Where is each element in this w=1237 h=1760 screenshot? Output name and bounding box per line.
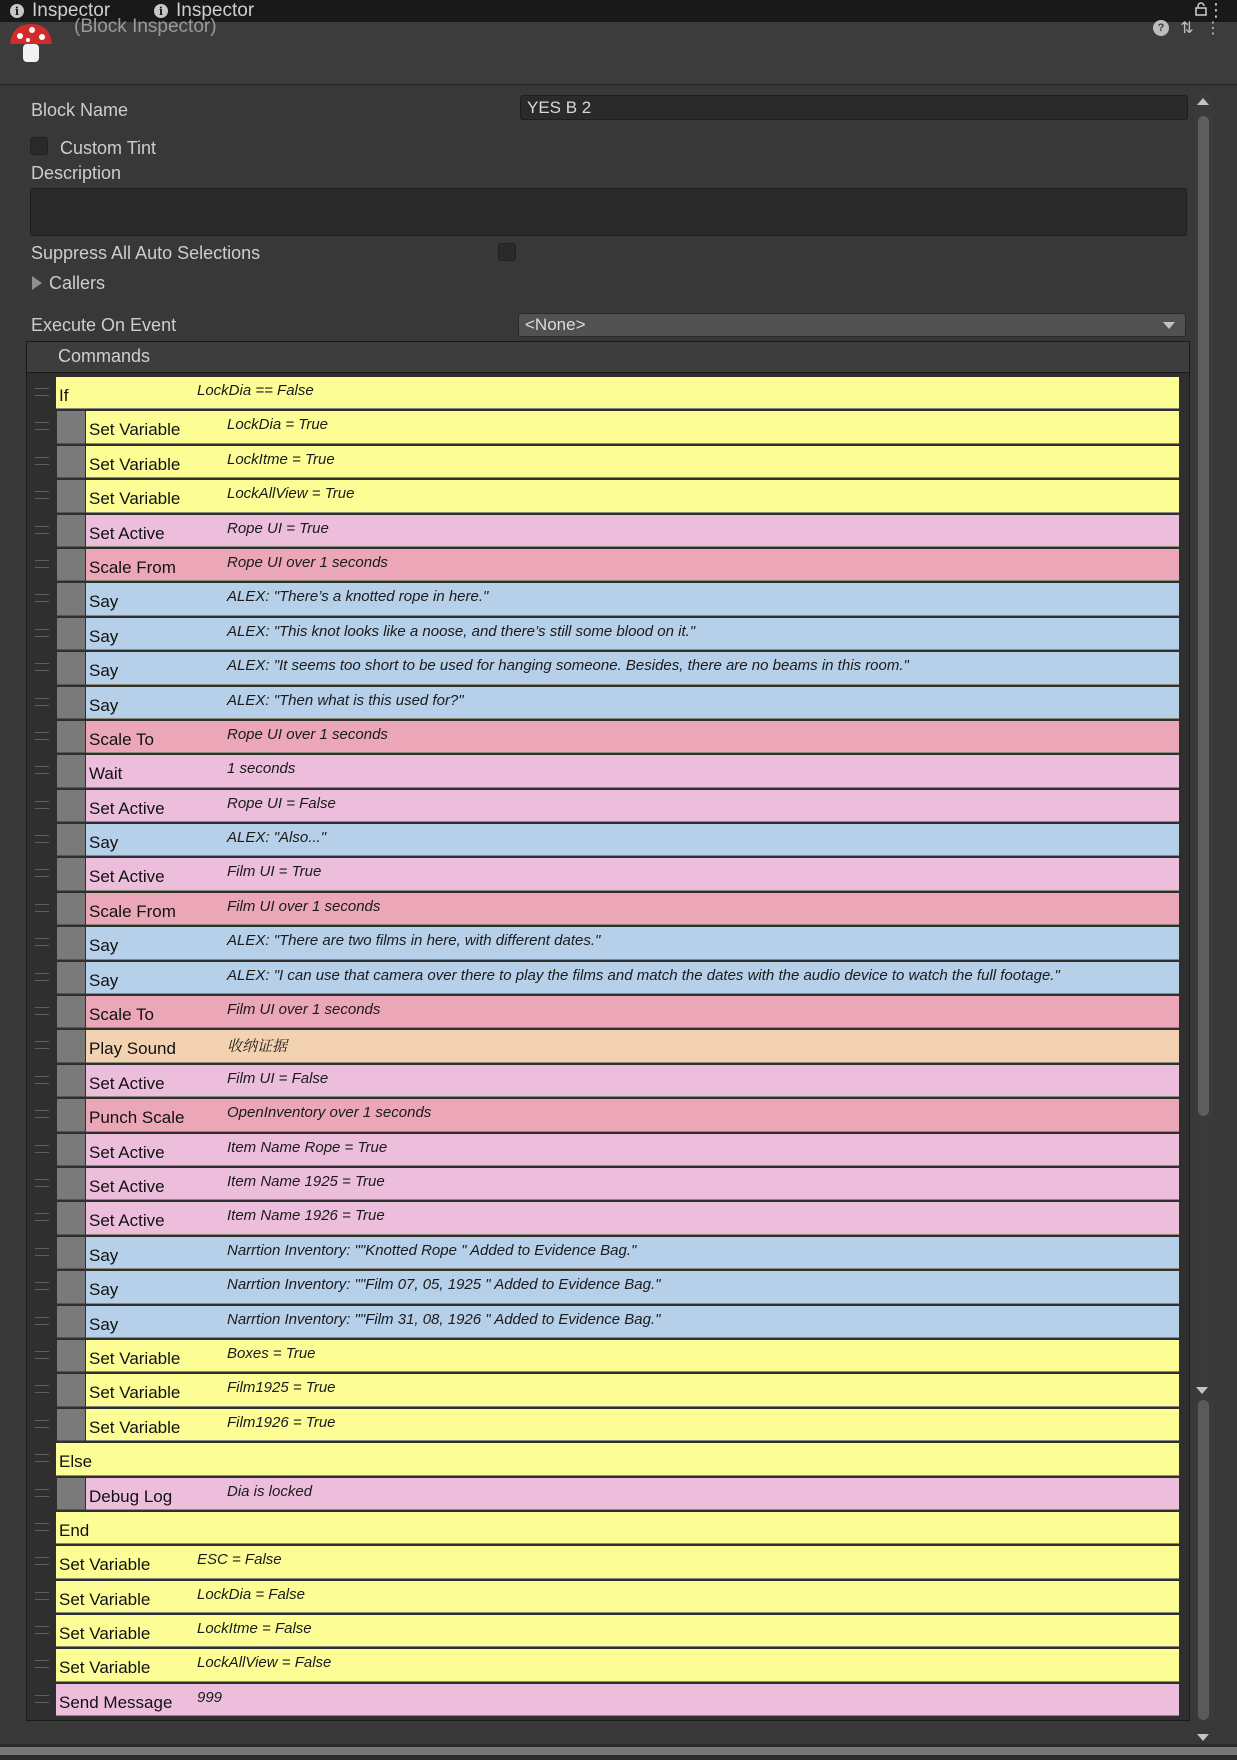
command-summary: Narrtion Inventory: ""Film 31, 08, 1926 " Added to Evidence Bag." xyxy=(227,1310,661,1328)
help-icon[interactable]: ? xyxy=(1153,20,1169,36)
drag-handle-icon[interactable] xyxy=(35,1454,49,1462)
drag-handle-icon[interactable] xyxy=(35,1076,49,1084)
command-row[interactable] xyxy=(27,961,1189,995)
command-name: Set Variable xyxy=(89,1383,181,1403)
command-row[interactable] xyxy=(27,1648,1189,1682)
drag-handle-icon[interactable] xyxy=(35,1041,49,1049)
drag-handle-icon[interactable] xyxy=(35,1557,49,1565)
header-icons xyxy=(1153,20,1221,36)
custom-tint-checkbox[interactable] xyxy=(30,137,48,155)
command-name: Set Variable xyxy=(89,1417,181,1437)
drag-handle-icon[interactable] xyxy=(35,388,49,396)
indent-marker xyxy=(57,1202,85,1234)
drag-handle-icon[interactable] xyxy=(35,1592,49,1600)
indent-marker xyxy=(57,480,85,512)
command-summary: 999 xyxy=(197,1688,223,1706)
command-row[interactable] xyxy=(27,1477,1189,1511)
command-row[interactable] xyxy=(27,892,1189,926)
indent-marker xyxy=(57,687,85,719)
drag-handle-icon[interactable] xyxy=(35,1248,49,1256)
command-body[interactable] xyxy=(86,755,1179,787)
drag-handle-icon[interactable] xyxy=(35,938,49,946)
command-body[interactable] xyxy=(86,962,1179,994)
command-row[interactable] xyxy=(27,514,1189,548)
command-name: Scale From xyxy=(89,901,176,921)
command-summary: Rope UI over 1 seconds xyxy=(227,725,388,743)
indent-marker xyxy=(57,996,85,1028)
command-name: Say xyxy=(89,833,119,853)
command-summary: Film UI over 1 seconds xyxy=(227,1001,381,1019)
drag-handle-icon[interactable] xyxy=(35,732,49,740)
command-body[interactable] xyxy=(86,1134,1179,1166)
settings-sliders-icon[interactable]: ⇅ xyxy=(1180,20,1194,37)
command-body[interactable] xyxy=(86,1340,1179,1372)
indent-marker xyxy=(57,446,85,478)
command-summary: ALEX: "I can use that camera over there to play the films and match the dates with the audio device to watch the full footage." xyxy=(227,966,1060,984)
command-list xyxy=(27,376,1189,1717)
drag-handle-icon[interactable] xyxy=(35,869,49,877)
command-row[interactable] xyxy=(27,857,1189,891)
command-body[interactable] xyxy=(86,411,1179,443)
command-summary: Item Name Rope = True xyxy=(227,1138,388,1156)
command-row[interactable] xyxy=(27,651,1189,685)
indent-marker xyxy=(57,1237,85,1269)
command-name: Set Variable xyxy=(89,489,181,509)
scroll-down-arrow-icon[interactable] xyxy=(1197,1734,1209,1741)
command-body[interactable] xyxy=(86,1271,1179,1303)
command-summary: 1 seconds xyxy=(227,760,296,778)
command-summary: Item Name 1926 = True xyxy=(227,1207,385,1225)
indent-marker xyxy=(57,1134,85,1166)
indent-marker xyxy=(57,411,85,443)
command-body[interactable] xyxy=(86,687,1179,719)
suppress-auto-selections-label: Suppress All Auto Selections xyxy=(31,243,261,263)
commands-title: Commands xyxy=(58,346,151,366)
block-name-input[interactable]: YES B 2 xyxy=(520,95,1188,120)
command-row[interactable] xyxy=(27,582,1189,616)
drag-handle-icon[interactable] xyxy=(35,1660,49,1668)
indent-marker xyxy=(57,618,85,650)
command-summary: LockDia = True xyxy=(227,416,329,434)
execute-on-event-value: <None> xyxy=(525,315,586,334)
drag-handle-icon[interactable] xyxy=(35,1317,49,1325)
execute-on-event-dropdown[interactable] xyxy=(518,313,1186,337)
header-title: (Block Inspector) xyxy=(74,16,217,37)
scroll-down-arrow-icon[interactable] xyxy=(1196,1387,1208,1394)
command-body[interactable] xyxy=(86,446,1179,478)
command-name: Set Active xyxy=(89,1211,165,1231)
command-name: Send Message xyxy=(59,1692,173,1712)
drag-handle-icon[interactable] xyxy=(35,766,49,774)
mushroom-logo-icon xyxy=(8,22,54,66)
command-name: Set Variable xyxy=(59,1589,151,1609)
command-row[interactable] xyxy=(27,720,1189,754)
command-name: Say xyxy=(89,936,119,956)
description-label: Description xyxy=(31,163,122,183)
command-row[interactable] xyxy=(27,1511,1189,1545)
command-body[interactable] xyxy=(86,549,1179,581)
drag-handle-icon[interactable] xyxy=(35,698,49,706)
command-name: Set Variable xyxy=(59,1555,151,1575)
command-name: Set Active xyxy=(89,867,165,887)
command-body[interactable] xyxy=(86,515,1179,547)
drag-handle-icon[interactable] xyxy=(35,629,49,637)
command-name: Set Active xyxy=(89,523,165,543)
drag-handle-icon[interactable] xyxy=(35,904,49,912)
block-name-label: Block Name xyxy=(31,100,129,120)
command-name: Else xyxy=(59,1452,93,1472)
horizontal-scrollbar[interactable] xyxy=(0,1744,1237,1760)
command-summary: Rope UI = True xyxy=(227,519,329,537)
command-name: Set Variable xyxy=(59,1624,151,1644)
drag-handle-icon[interactable] xyxy=(35,973,49,981)
command-summary: Film UI = False xyxy=(227,1069,329,1087)
command-row[interactable] xyxy=(27,686,1189,720)
command-row[interactable] xyxy=(27,1580,1189,1614)
command-name: Set Variable xyxy=(89,454,181,474)
command-body[interactable] xyxy=(86,480,1179,512)
command-row[interactable] xyxy=(27,410,1189,444)
command-summary: ALEX: "There are two films in here, with different dates." xyxy=(227,932,601,950)
commands-header xyxy=(27,342,1189,373)
command-row[interactable] xyxy=(27,1373,1189,1407)
command-body[interactable] xyxy=(86,1409,1179,1441)
command-row[interactable] xyxy=(27,1201,1189,1235)
command-row[interactable] xyxy=(27,1167,1189,1201)
command-row[interactable] xyxy=(27,1236,1189,1270)
indent-marker xyxy=(57,858,85,890)
command-summary: Film1926 = True xyxy=(227,1413,336,1431)
command-body[interactable] xyxy=(56,1581,1179,1613)
command-name: Set Active xyxy=(89,1142,165,1162)
command-row[interactable] xyxy=(27,1064,1189,1098)
drag-handle-icon[interactable] xyxy=(35,1007,49,1015)
indent-marker xyxy=(57,1030,85,1062)
horizontal-scrollbar-thumb[interactable] xyxy=(0,1747,1237,1755)
command-body[interactable] xyxy=(86,790,1179,822)
command-summary: Boxes = True xyxy=(227,1344,316,1362)
command-name: Play Sound xyxy=(89,1039,176,1059)
command-body[interactable] xyxy=(56,1512,1179,1544)
indent-marker xyxy=(57,1065,85,1097)
command-name: Say xyxy=(89,695,119,715)
command-row[interactable] xyxy=(27,1614,1189,1648)
command-body[interactable] xyxy=(86,893,1179,925)
command-name: Set Active xyxy=(89,1176,165,1196)
drag-handle-icon[interactable] xyxy=(35,422,49,430)
command-row[interactable] xyxy=(27,1029,1189,1063)
callers-foldout-label[interactable]: Callers xyxy=(49,273,106,293)
command-summary: OpenInventory over 1 seconds xyxy=(227,1104,432,1122)
indent-marker xyxy=(57,1478,85,1510)
command-summary: LockItme = False xyxy=(197,1620,312,1638)
command-row[interactable] xyxy=(27,754,1189,788)
description-textarea[interactable] xyxy=(30,188,1187,236)
command-name: Say xyxy=(89,626,119,646)
command-body[interactable] xyxy=(86,721,1179,753)
command-body[interactable] xyxy=(86,1099,1179,1131)
command-summary: Narrtion Inventory: ""Knotted Rope " Added to Evidence Bag." xyxy=(227,1241,637,1259)
command-body[interactable] xyxy=(86,1202,1179,1234)
drag-handle-icon[interactable] xyxy=(35,594,49,602)
command-summary: LockAllView = True xyxy=(227,485,355,503)
drag-handle-icon[interactable] xyxy=(35,526,49,534)
drag-handle-icon[interactable] xyxy=(35,801,49,809)
drag-handle-icon[interactable] xyxy=(35,560,49,568)
commands-panel xyxy=(26,341,1190,1721)
more-menu-icon[interactable]: ⋮ xyxy=(1205,20,1221,37)
drag-handle-icon[interactable] xyxy=(35,1385,49,1393)
command-summary: Narrtion Inventory: ""Film 07, 05, 1925 " Added to Evidence Bag." xyxy=(227,1276,661,1294)
command-body[interactable] xyxy=(86,618,1179,650)
command-summary: Dia is locked xyxy=(227,1482,313,1500)
indent-marker xyxy=(57,1271,85,1303)
command-body[interactable] xyxy=(56,1684,1179,1716)
command-name: Set Variable xyxy=(89,420,181,440)
command-name: Set Active xyxy=(89,798,165,818)
command-row[interactable] xyxy=(27,479,1189,513)
indent-marker xyxy=(57,1374,85,1406)
command-body[interactable] xyxy=(86,1168,1179,1200)
command-summary: ALEX: "There’s a knotted rope in here." xyxy=(227,588,489,606)
command-summary: Item Name 1925 = True xyxy=(227,1172,385,1190)
scroll-up-arrow-icon[interactable] xyxy=(1197,98,1209,105)
info-icon: i xyxy=(10,4,24,18)
command-name: Say xyxy=(89,592,119,612)
command-summary: ALEX: "This knot looks like a noose, and there’s still some blood on it." xyxy=(227,622,696,640)
command-name: Say xyxy=(89,1280,119,1300)
command-summary: LockDia == False xyxy=(197,382,314,399)
indent-marker xyxy=(57,755,85,787)
command-body[interactable] xyxy=(86,583,1179,615)
drag-handle-icon[interactable] xyxy=(35,1626,49,1634)
command-name: Punch Scale xyxy=(89,1108,185,1128)
command-body[interactable] xyxy=(56,1615,1179,1647)
command-body[interactable] xyxy=(86,1306,1179,1338)
indent-marker xyxy=(57,1168,85,1200)
info-icon: i xyxy=(154,4,168,18)
drag-handle-icon[interactable] xyxy=(35,1282,49,1290)
tab-label: Inspector xyxy=(176,0,255,21)
command-body[interactable] xyxy=(56,1649,1179,1681)
command-name: If xyxy=(59,386,69,405)
command-name: Debug Log xyxy=(89,1486,173,1506)
indent-marker xyxy=(57,515,85,547)
command-body[interactable] xyxy=(86,927,1179,959)
command-row[interactable] xyxy=(27,376,1189,410)
execute-on-event-label: Execute On Event xyxy=(31,315,177,335)
drag-handle-icon[interactable] xyxy=(35,457,49,465)
command-body[interactable] xyxy=(56,1443,1179,1475)
drag-handle-icon[interactable] xyxy=(35,835,49,843)
scrollbar-thumb[interactable] xyxy=(1198,116,1209,1116)
command-name: Set Variable xyxy=(89,1348,181,1368)
command-name: Set Variable xyxy=(59,1658,151,1678)
command-row[interactable] xyxy=(27,548,1189,582)
drag-handle-icon[interactable] xyxy=(35,1489,49,1497)
command-body[interactable] xyxy=(86,824,1179,856)
command-name: End xyxy=(59,1520,90,1540)
indent-marker xyxy=(57,1409,85,1441)
command-name: Scale To xyxy=(89,1005,154,1025)
command-body[interactable] xyxy=(56,377,1179,409)
command-summary: ESC = False xyxy=(197,1551,282,1569)
drag-handle-icon[interactable] xyxy=(35,1179,49,1187)
command-name: Wait xyxy=(89,764,123,784)
command-summary: Film1925 = True xyxy=(227,1379,336,1397)
indent-marker xyxy=(57,721,85,753)
indent-marker xyxy=(57,893,85,925)
command-row[interactable] xyxy=(27,1545,1189,1579)
command-body[interactable] xyxy=(86,1374,1179,1406)
indent-marker xyxy=(57,824,85,856)
command-row[interactable] xyxy=(27,1270,1189,1304)
command-body[interactable] xyxy=(86,1478,1179,1510)
command-summary: Rope UI = False xyxy=(227,794,336,812)
tab-label: Inspector xyxy=(32,0,111,21)
drag-handle-icon[interactable] xyxy=(35,1213,49,1221)
command-name: Say xyxy=(89,1245,119,1265)
custom-tint-label: Custom Tint xyxy=(60,138,157,158)
indent-marker xyxy=(57,1306,85,1338)
command-name: Say xyxy=(89,1314,119,1334)
more-menu-icon[interactable]: ⋮ xyxy=(1207,0,1225,20)
command-body[interactable] xyxy=(86,1237,1179,1269)
command-summary: ALEX: "Also..." xyxy=(227,829,327,847)
command-row[interactable] xyxy=(27,823,1189,857)
command-list-scrollbar-thumb[interactable] xyxy=(1198,1400,1209,1720)
command-row[interactable] xyxy=(27,445,1189,479)
command-name: Scale To xyxy=(89,729,154,749)
inspector-header xyxy=(0,16,1237,85)
drag-handle-icon[interactable] xyxy=(35,1695,49,1703)
command-summary: LockAllView = False xyxy=(197,1654,332,1672)
command-row[interactable] xyxy=(27,995,1189,1029)
drag-handle-icon[interactable] xyxy=(35,1351,49,1359)
command-row[interactable] xyxy=(27,1683,1189,1717)
indent-marker xyxy=(57,962,85,994)
drag-handle-icon[interactable] xyxy=(35,1110,49,1118)
command-body[interactable] xyxy=(86,1030,1179,1062)
indent-marker xyxy=(57,790,85,822)
command-summary: ALEX: "Then what is this used for?" xyxy=(227,691,464,709)
indent-marker xyxy=(57,1340,85,1372)
command-row[interactable] xyxy=(27,1442,1189,1476)
command-summary: Film UI = True xyxy=(227,863,322,881)
indent-marker xyxy=(57,1099,85,1131)
drag-handle-icon[interactable] xyxy=(35,1523,49,1531)
command-summary: Film UI over 1 seconds xyxy=(227,897,381,915)
command-body[interactable] xyxy=(56,1546,1179,1578)
command-name: Scale From xyxy=(89,557,176,577)
command-body[interactable] xyxy=(86,1065,1179,1097)
command-body[interactable] xyxy=(86,996,1179,1028)
command-summary: ALEX: "It seems too short to be used for hanging someone. Besides, there are no beams in this room." xyxy=(227,657,909,675)
command-body[interactable] xyxy=(86,858,1179,890)
indent-marker xyxy=(57,583,85,615)
command-summary: LockDia = False xyxy=(197,1585,305,1603)
chevron-down-icon xyxy=(1163,322,1175,329)
drag-handle-icon[interactable] xyxy=(35,1145,49,1153)
indent-marker xyxy=(57,549,85,581)
command-name: Say xyxy=(89,661,119,681)
command-row[interactable] xyxy=(27,789,1189,823)
command-name: Set Active xyxy=(89,1073,165,1093)
drag-handle-icon[interactable] xyxy=(35,663,49,671)
command-row[interactable] xyxy=(27,1305,1189,1339)
drag-handle-icon[interactable] xyxy=(35,491,49,499)
command-row[interactable] xyxy=(27,1339,1189,1373)
command-summary: 收纳证据 xyxy=(227,1038,288,1056)
suppress-auto-selections-checkbox[interactable] xyxy=(498,243,516,261)
command-row[interactable] xyxy=(27,926,1189,960)
command-body[interactable] xyxy=(86,652,1179,684)
lock-icon[interactable] xyxy=(1195,2,1207,16)
command-row[interactable] xyxy=(27,1098,1189,1132)
command-row[interactable] xyxy=(27,617,1189,651)
drag-handle-icon[interactable] xyxy=(35,1420,49,1428)
command-row[interactable] xyxy=(27,1133,1189,1167)
command-name: Say xyxy=(89,970,119,990)
indent-marker xyxy=(57,927,85,959)
command-row[interactable] xyxy=(27,1408,1189,1442)
indent-marker xyxy=(57,652,85,684)
callers-foldout-arrow-icon[interactable] xyxy=(32,276,42,290)
command-summary: LockItme = True xyxy=(227,450,335,468)
command-summary: Rope UI over 1 seconds xyxy=(227,553,388,571)
